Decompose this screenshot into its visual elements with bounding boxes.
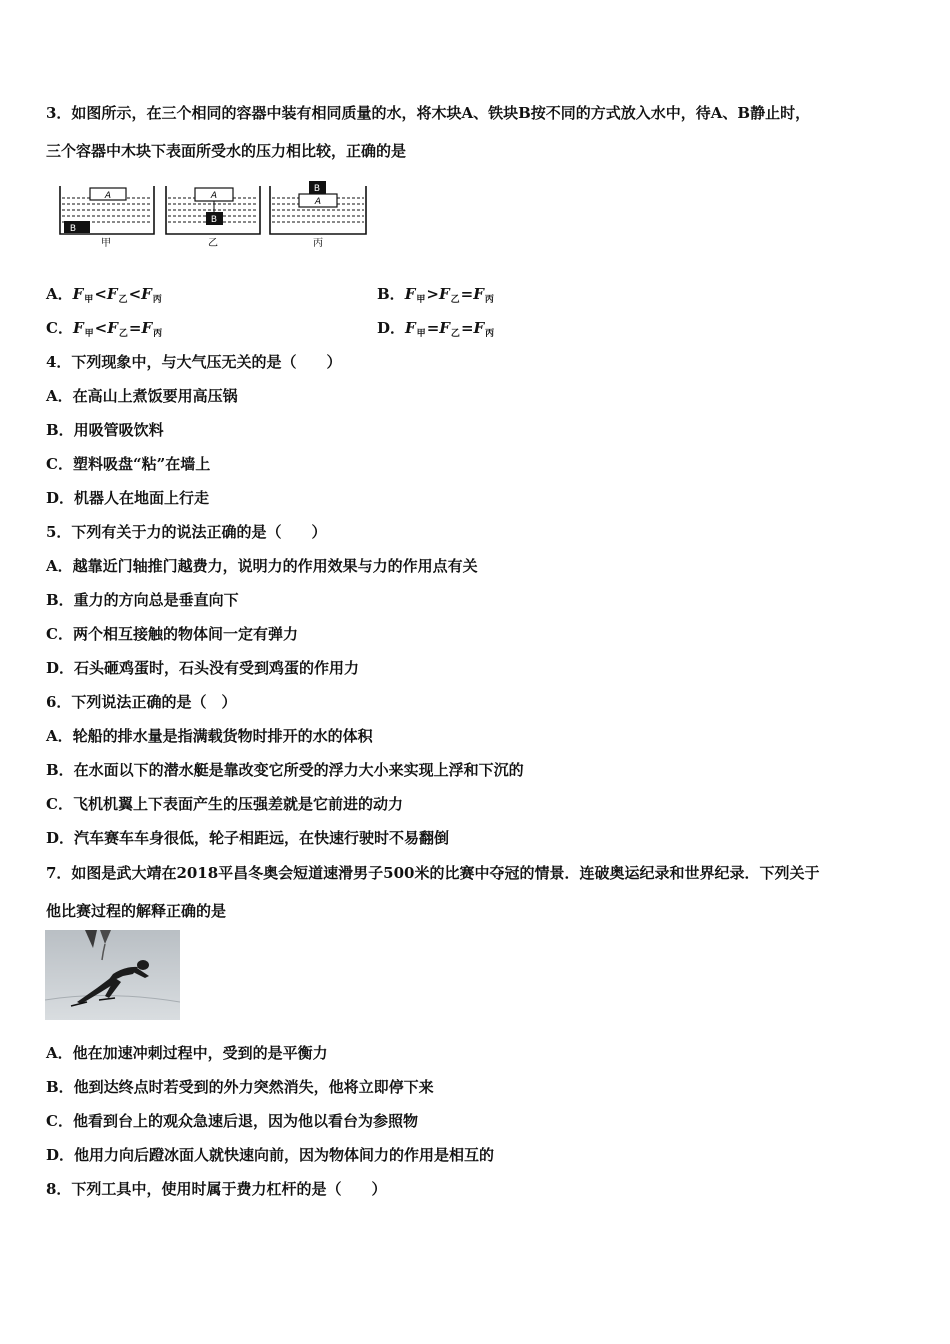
q5-stem: 5．下列有关于力的说法正确的是（ ） — [46, 523, 327, 541]
q6-option-a: A．轮船的排水量是指满载货物时排开的水的体积 — [46, 727, 373, 745]
q6-stem: 6．下列说法正确的是（ ） — [46, 693, 237, 711]
block-b-jia — [64, 221, 90, 233]
q3-option-c: C．$F_甲<F_乙=F_丙$ — [46, 319, 163, 339]
svg-text:A: A — [314, 197, 322, 207]
svg-text:B: B — [69, 224, 77, 234]
q3-option-b: B．$F_甲>F_乙=F_丙$ — [377, 285, 494, 305]
label-jia: 甲 — [101, 238, 111, 249]
q3-option-a: A．$F_甲<F_乙<F_丙$ — [46, 285, 162, 305]
q7-option-c: C．他看到台上的观众急速后退，因为他以看台为参照物 — [46, 1112, 418, 1130]
svg-text:A: A — [210, 191, 218, 201]
q7-option-d: D．他用力向后蹬冰面人就快速向前，因为物体间力的作用是相互的 — [46, 1146, 495, 1164]
svg-text:A: A — [104, 191, 112, 201]
q4-stem: 4．下列现象中，与大气压无关的是（ ） — [46, 353, 342, 371]
skater-photo — [45, 930, 180, 1020]
svg-text:B: B — [313, 184, 321, 194]
q5-option-d: D．石头砸鸡蛋时，石头没有受到鸡蛋的作用力 — [46, 659, 360, 677]
label-bing: 丙 — [313, 238, 323, 249]
q6-option-c: C．飞机机翼上下表面产生的压强差就是它前进的动力 — [46, 795, 403, 813]
q4-option-a: A．在高山上煮饭要用高压锅 — [46, 387, 238, 405]
q7-option-b: B．他到达终点时若受到的外力突然消失，他将立即停下来 — [46, 1078, 434, 1096]
container-bing — [270, 181, 366, 249]
q4-option-b: B．用吸管吸饮料 — [46, 421, 164, 439]
q3-stem-line2: 三个容器中木块下表面所受水的压力相比较，正确的是 — [46, 142, 407, 160]
q4-option-d: D．机器人在地面上行走 — [46, 489, 210, 507]
q4-option-c: C．塑料吸盘“粘”在墙上 — [46, 455, 211, 473]
q5-option-a: A．越靠近门轴推门越费力，说明力的作用效果与力的作用点有关 — [46, 557, 478, 575]
q7-stem-line2: 他比赛过程的解释正确的是 — [46, 902, 227, 920]
svg-text:B: B — [210, 215, 218, 225]
q3-stem-line1: 3．如图所示，在三个相同的容器中装有相同质量的水，将木块A、铁块B按不同的方式放入水中，待A、B静止时， — [46, 104, 811, 122]
q5-option-c: C．两个相互接触的物体间一定有弹力 — [46, 625, 298, 643]
q6-option-d: D．汽车赛车车身很低，轮子相距远，在快速行驶时不易翻倒 — [46, 829, 450, 847]
q7-option-a: A．他在加速冲刺过程中，受到的是平衡力 — [46, 1044, 328, 1062]
q3-option-d: D．$F_甲=F_乙=F_丙$ — [377, 319, 495, 339]
container-jia — [60, 186, 154, 249]
q3-containers-figure — [56, 180, 376, 250]
q6-option-b: B．在水面以下的潜水艇是靠改变它所受的浮力大小来实现上浮和下沉的 — [46, 761, 524, 779]
label-yi: 乙 — [208, 238, 218, 249]
q8-stem: 8．下列工具中，使用时属于费力杠杆的是（ ） — [46, 1180, 387, 1198]
q5-option-b: B．重力的方向总是垂直向下 — [46, 591, 239, 609]
container-yi — [166, 186, 260, 249]
q7-stem-line1: 7．如图是武大靖在2018平昌冬奥会短道速滑男子500米的比赛中夺冠的情景．连破奥运纪录和世界纪录．下列关于 — [46, 864, 820, 882]
